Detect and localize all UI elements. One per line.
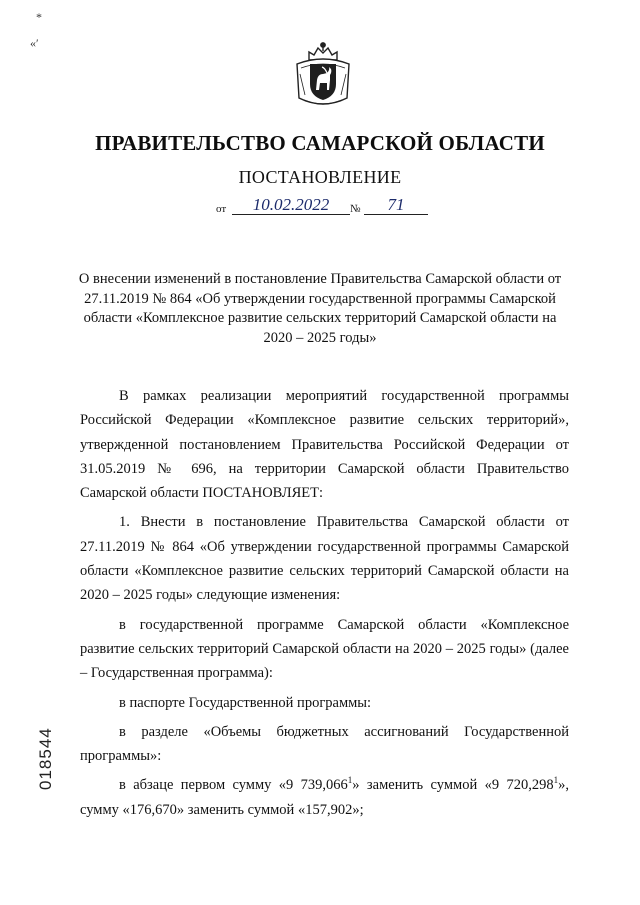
footnote-mark: 1 — [347, 775, 353, 786]
paragraph-text: », сумму «176,670» заменить суммой «157,902»; — [80, 777, 569, 818]
paragraph: в государственной программе Самарской области «Комплексное развитие сельских территорий Самарской области на 2020 – 2025 годы» (далее – Государственная программа): — [80, 616, 569, 682]
margin-mark: «′ — [30, 36, 39, 50]
paragraph — [80, 773, 569, 822]
footnote-mark: 1 — [553, 775, 559, 786]
government-title: ПРАВИТЕЛЬСТВО САМАРСКОЙ ОБЛАСТИ — [95, 131, 545, 155]
paragraph: 1. Внести в постановление Правительства Самарской области от 27.11.2019 № 864 «Об утверждении государственной программы Самарской области «Комплексное развитие сельских территорий Самарской области на 2020 – 2025 годы» следующие изменения: — [80, 514, 569, 604]
coat-of-arms-icon — [292, 40, 354, 112]
form-serial-number: 018544 — [36, 727, 55, 790]
paragraph-text: в абзаце первом сумму «9 739,066 — [119, 777, 348, 794]
document-type: ПОСТАНОВЛЕНИЕ — [238, 167, 402, 187]
decree-subject: О внесении изменений в постановление Правительства Самарской области от 27.11.2019 № 864 «Об утверждении государственной программы Самарской области «Комплексное развитие сельских территорий Самарской области на 2020 – 2025 годы» — [78, 271, 562, 346]
paragraph-text: » заменить суммой «9 720,298 — [352, 777, 554, 794]
decree-number: 71 — [364, 196, 428, 215]
decree-date: 10.02.2022 — [232, 196, 350, 215]
paragraph: в разделе «Объемы бюджетных ассигнований Государственной программы»: — [80, 723, 569, 765]
number-label: № — [350, 203, 361, 215]
decree-body — [80, 384, 569, 822]
decree-date-number — [212, 196, 432, 218]
from-label: от — [216, 203, 227, 215]
paragraph: в паспорте Государственной программы: — [119, 694, 372, 711]
paragraph: В рамках реализации мероприятий государственной программы Российской Федерации «Комплексное развитие сельских территорий», утвержденной постановлением Правительства Российской Федерации от 31.05.2019 № 696, на территории Самарской области Правительство Самарской области ПОСТАНОВЛЯЕТ: — [80, 388, 569, 502]
margin-mark: * — [36, 10, 42, 24]
